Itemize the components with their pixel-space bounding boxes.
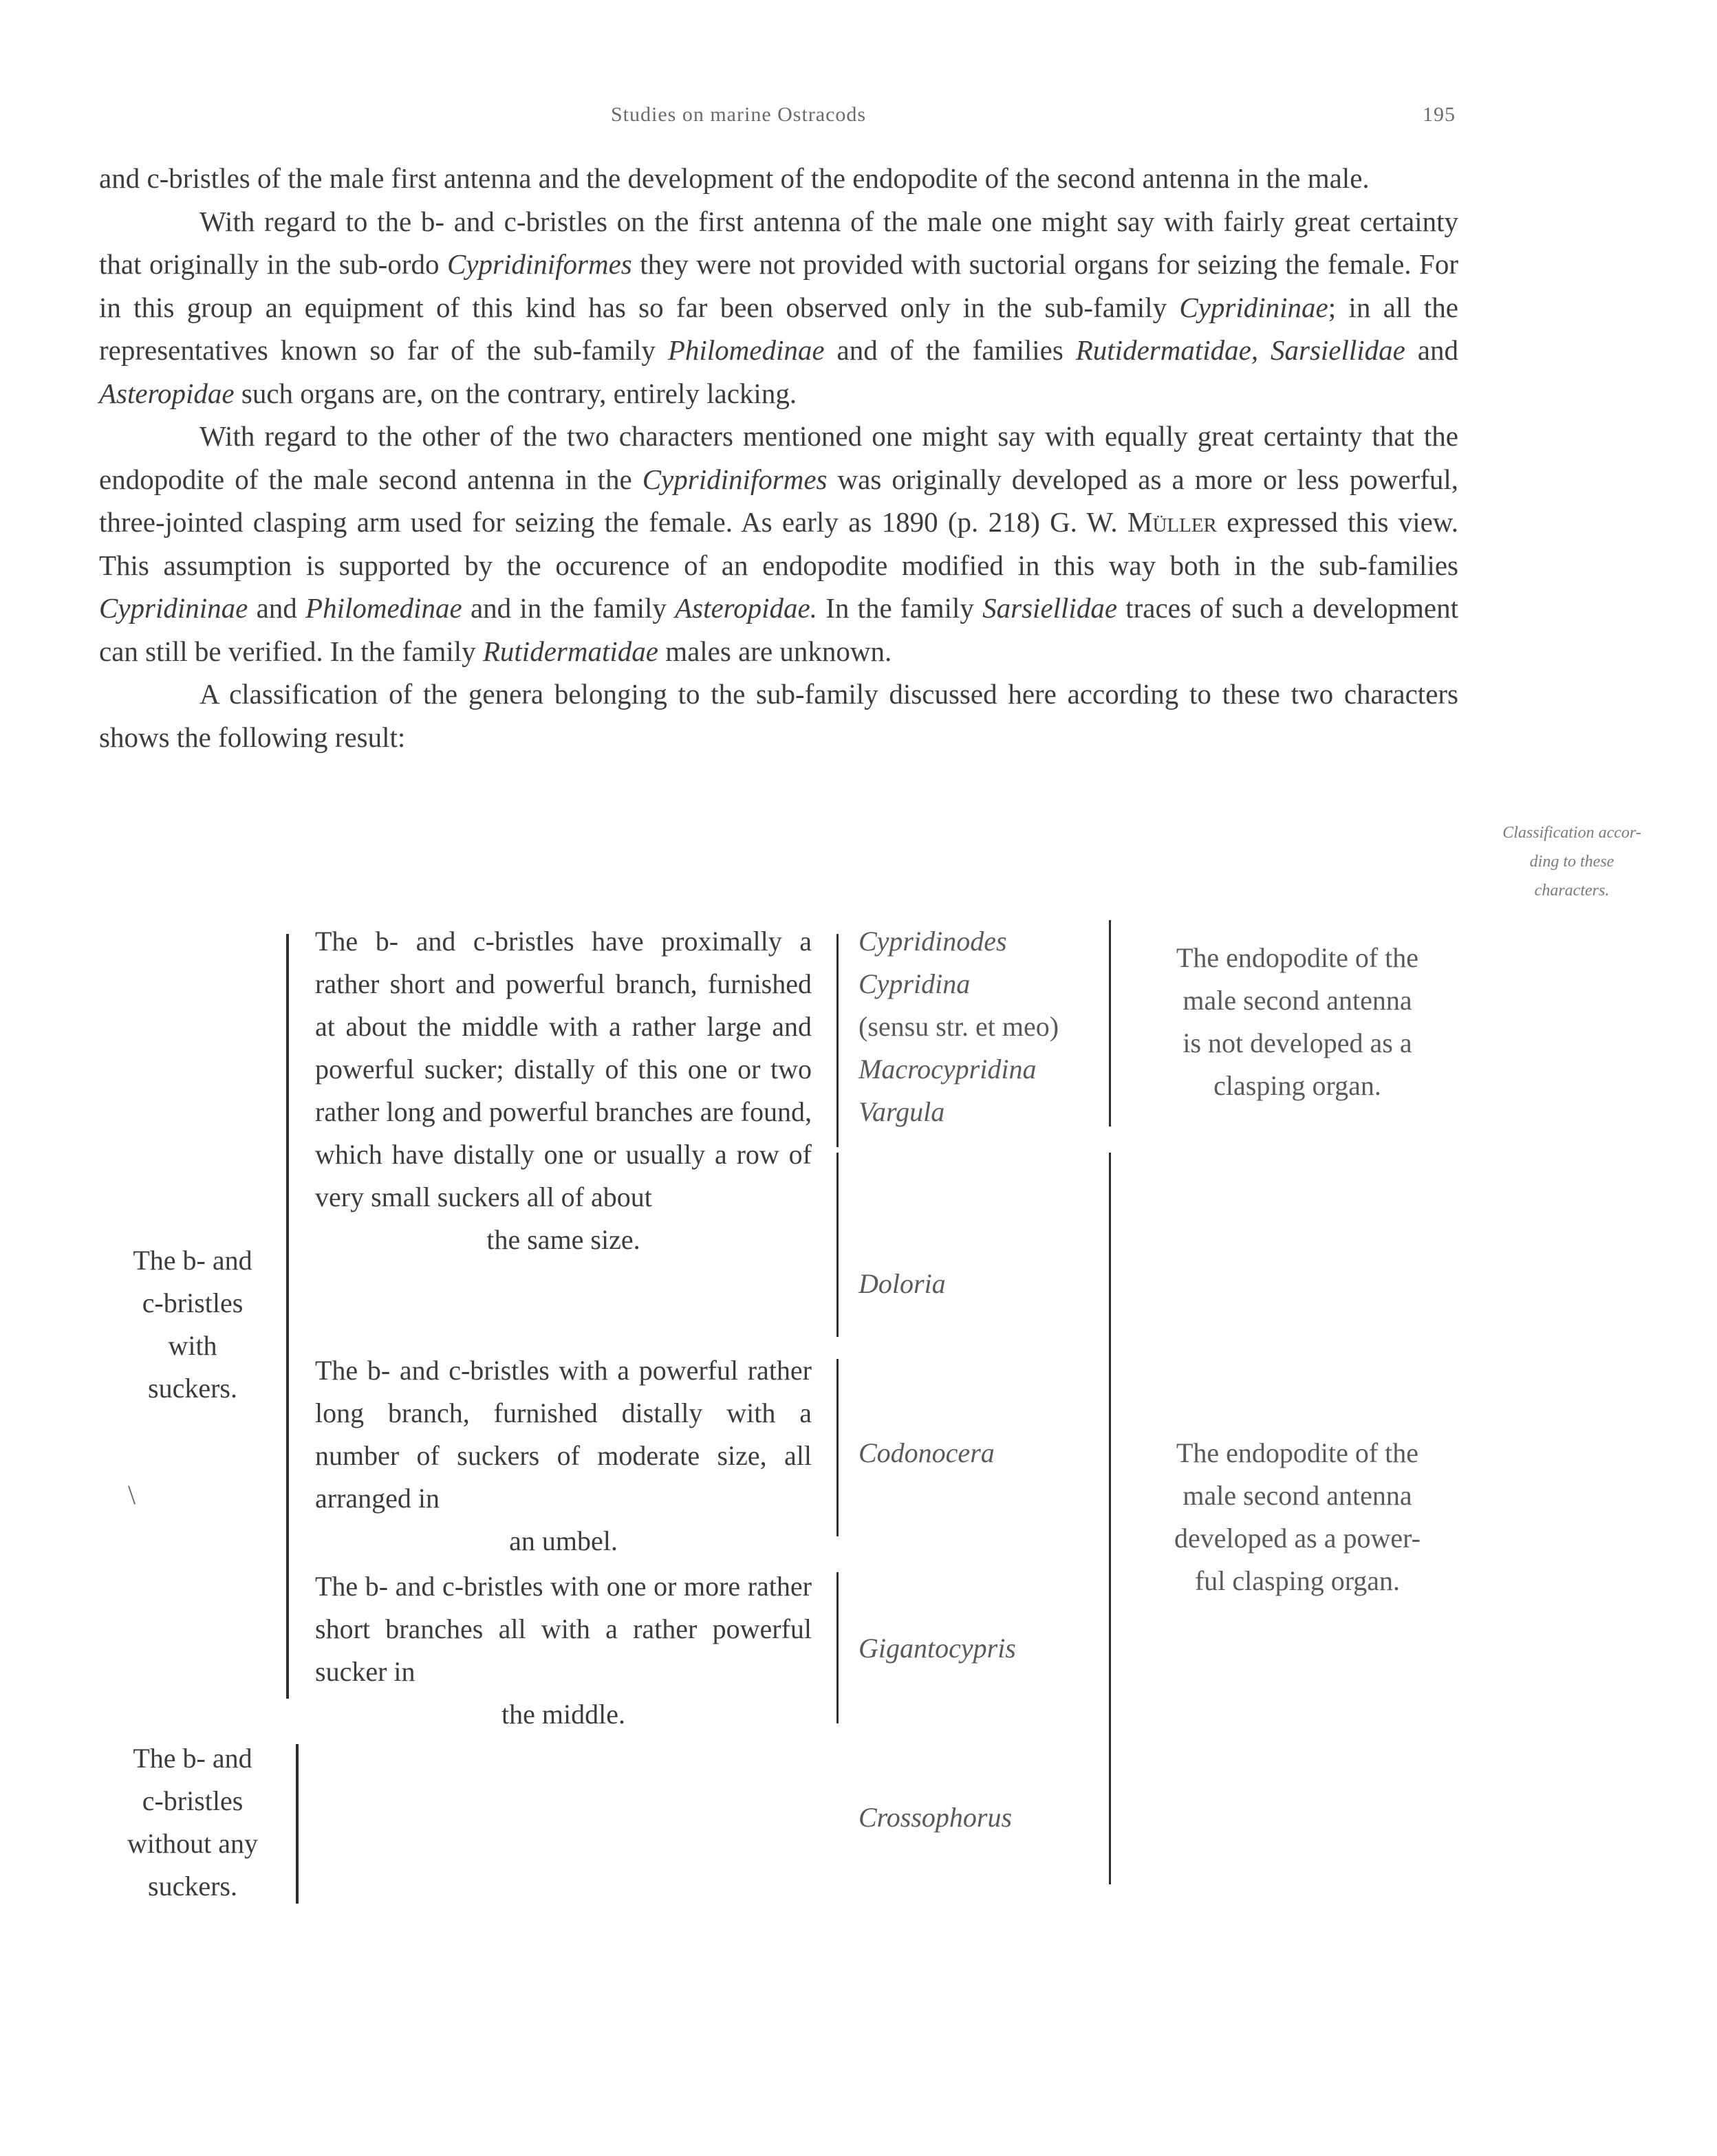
taxon-name: Cypridininae (1179, 291, 1328, 323)
label-line: suckers. (148, 1871, 237, 1902)
taxon-name: Asteropidae. (675, 592, 817, 624)
text-run: such organs are, on the contrary, entirely lacking. (234, 377, 797, 409)
paragraph-3 (99, 415, 1458, 673)
separator-right-top (1109, 920, 1111, 1126)
taxon-name: Rutidermatidae, Sarsiellidae (1075, 334, 1405, 366)
label-line: is not developed as a (1183, 1027, 1412, 1058)
stray-mark: \ (128, 1479, 136, 1510)
label-line: male second antenna (1183, 1480, 1412, 1511)
description-text: The b- and c-bristles have proximally a rather short and powerful branch, furnished at about the middle with a rather large and powerful sucker; distally of this one or two rather long and powerful branches are found, which have distally one or usually a row of very small suckers all of about (315, 926, 812, 1212)
genus-name: Vargula (859, 1096, 945, 1127)
taxon-name: Philomedinae (667, 334, 825, 366)
right-label-not-clasping (1134, 937, 1461, 1107)
text-run: In the family (817, 592, 983, 624)
text-run: males are unknown. (658, 635, 892, 667)
taxon-name: Asteropidae (99, 377, 235, 409)
left-label-with-suckers (100, 1239, 285, 1410)
paragraph-4 (99, 673, 1458, 759)
label-line: c-bristles (142, 1785, 244, 1816)
margin-note-line: ding to these (1529, 853, 1615, 871)
text-run: A classification of the genera belonging to the sub-family discussed here according to these two characters shows the following result: (99, 678, 1458, 753)
margin-note (1472, 818, 1672, 905)
text-run: and (1405, 334, 1459, 366)
text-run: traces of such a development can still be verified. In the family (99, 592, 1458, 667)
label-line: suckers. (148, 1373, 237, 1404)
description-3 (315, 1565, 812, 1736)
description-end: the same size. (486, 1224, 640, 1255)
label-line: developed as a power- (1174, 1523, 1421, 1554)
text-run: and c-bristles of the male first antenna and the development of the endopodite of the second antenna in the male. (99, 162, 1370, 194)
taxon-name: Cypridiniformes (446, 248, 632, 280)
label-line: with (168, 1330, 217, 1361)
text-run: With regard to the b- and c-bristles on the first antenna of the male one might say with fairly great certainty that originally in the sub-ordo (99, 205, 1458, 280)
running-title: Studies on marine Ostracods (611, 103, 867, 126)
text-run: and of the families (824, 334, 1076, 366)
genus-doloria: Doloria (859, 1268, 946, 1299)
separator-codonocera (836, 1359, 839, 1536)
label-line: without any (127, 1828, 258, 1859)
genus-crossophorus: Crossophorus (859, 1802, 1013, 1833)
margin-note-line: characters. (1534, 882, 1610, 900)
taxon-name: Cypridininae (99, 592, 248, 624)
right-label-clasping (1134, 1432, 1461, 1602)
separator-doloria (836, 1153, 839, 1337)
text-run: was originally developed as a more or less powerful, three-jointed clasping arm used for seizing the female. As early as 1890 (p. 218) G. W. (99, 463, 1458, 538)
label-line: c-bristles (142, 1287, 244, 1318)
paragraph-1 (99, 157, 1458, 200)
label-line: The endopodite of the (1176, 942, 1419, 973)
label-line: ful clasping organ. (1194, 1565, 1401, 1596)
genus-codonocera: Codonocera (859, 1437, 995, 1468)
genus-name: Cypridinodes (859, 926, 1007, 957)
text-run: and in the family (462, 592, 676, 624)
label-line: male second antenna (1183, 985, 1412, 1016)
description-text: The b- and c-bristles with a powerful rather long branch, furnished distally with a number of suckers of moderate size, all arranged in (315, 1355, 812, 1514)
genus-name: Cypridina (859, 968, 971, 999)
genus-name: (sensu str. et meo) (859, 1011, 1059, 1042)
taxon-name: Cypridiniformes (642, 463, 828, 495)
text-run: they were not provided with suctorial organs for seizing the female. For in this group an equipment of this kind has so far been observed only in the sub-family (99, 248, 1459, 323)
text-run: ; in all the representatives known so far of the sub-family (99, 291, 1458, 366)
left-label-without-suckers (100, 1737, 285, 1908)
genera-group-1 (859, 920, 1106, 1133)
body-text (99, 157, 1458, 759)
description-text: The b- and c-bristles with one or more rather short branches all with a rather powerful sucker in (315, 1571, 812, 1687)
genus-name: Macrocypridina (859, 1054, 1037, 1085)
text-run: and (248, 592, 306, 624)
text-run: With regard to the other of the two characters mentioned one might say with equally great certainty that the endopodite of the male second antenna in the (99, 420, 1458, 495)
description-2 (315, 1349, 812, 1562)
description-1 (315, 920, 812, 1261)
label-line: The b- and (133, 1245, 252, 1276)
taxon-name: Rutidermatidae (482, 635, 658, 667)
separator-group-1 (836, 934, 839, 1147)
description-end: the middle. (501, 1699, 625, 1730)
separator-gigantocypris (836, 1572, 839, 1723)
author-name: Müller (1127, 506, 1217, 538)
margin-note-line: Classification accor- (1502, 824, 1641, 842)
brace-without-suckers (296, 1744, 299, 1904)
brace-with-suckers (286, 934, 289, 1699)
taxon-name: Sarsiellidae (982, 592, 1118, 624)
paragraph-2 (99, 200, 1458, 415)
genus-gigantocypris: Gigantocypris (859, 1633, 1016, 1664)
taxon-name: Philomedinae (305, 592, 462, 624)
page-number: 195 (1423, 103, 1456, 126)
text-run: expressed this view. This assumption is supported by the occurence of an endopodite modified in this way both in the sub-families (99, 506, 1458, 581)
description-end: an umbel. (509, 1525, 618, 1556)
label-line: clasping organ. (1213, 1070, 1381, 1101)
separator-right-bottom (1109, 1153, 1111, 1884)
label-line: The b- and (133, 1743, 252, 1774)
label-line: The endopodite of the (1176, 1437, 1419, 1468)
